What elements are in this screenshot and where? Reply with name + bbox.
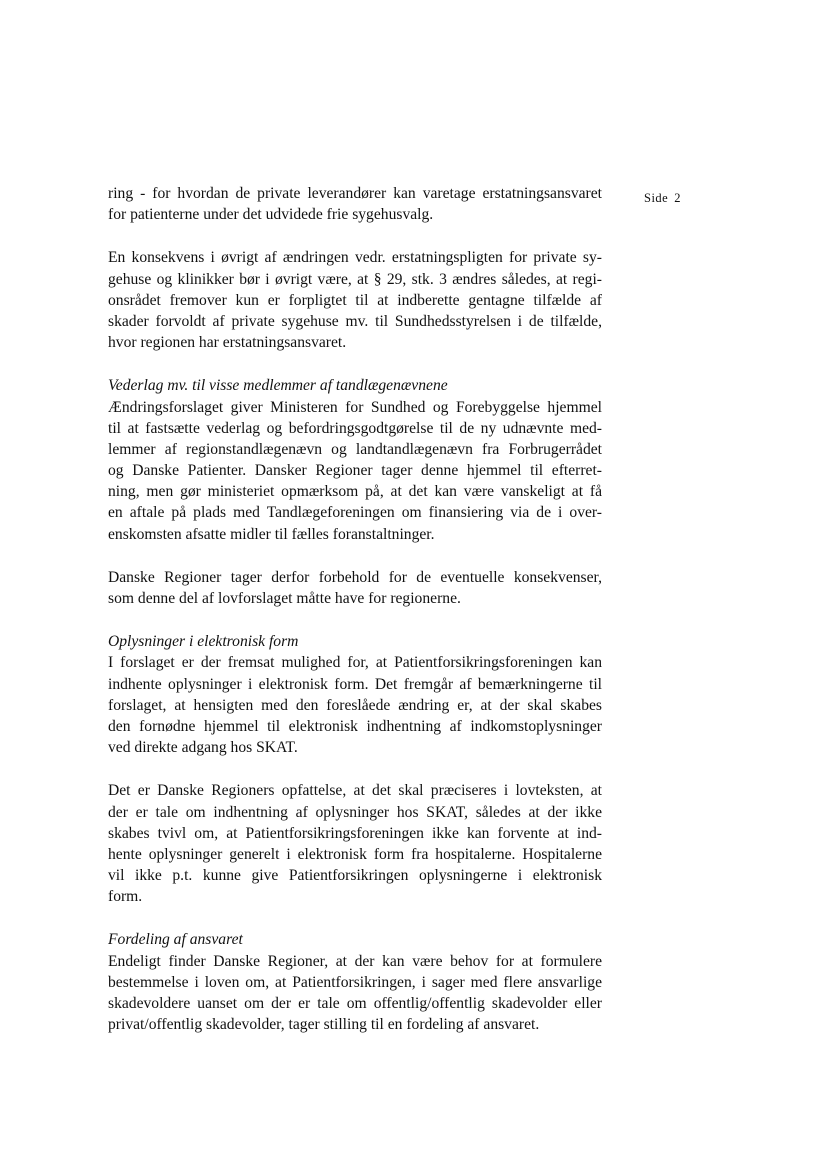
text-line: Ændringsforslaget giver Ministeren for Sundhed og Forebyggelse hjemmel bbox=[108, 398, 602, 416]
text-line: Det er Danske Regioners opfattelse, at det skal præciseres i lovteksten, at bbox=[108, 782, 602, 800]
text-line: privat/offentlig skadevolder, tager stilling til en fordeling af ansvaret. bbox=[108, 1016, 540, 1034]
text-line: ved direkte adgang hos SKAT. bbox=[108, 739, 298, 757]
text-line: vil ikke p.t. kunne give Patientforsikringen oplysningerne i elektronisk bbox=[108, 867, 602, 885]
text-line: enskomsten afsatte midler til fælles foranstaltninger. bbox=[108, 525, 435, 543]
text-line: der er tale om indhentning af oplysninger hos SKAT, således at der ikke bbox=[108, 803, 602, 821]
section-heading: Vederlag mv. til visse medlemmer af tandlægenævnene bbox=[108, 377, 448, 395]
text-line: den fornødne hjemmel til elektronisk indhentning af indkomstoplysninger bbox=[108, 717, 602, 735]
text-line: som denne del af lovforslaget måtte have for regionerne. bbox=[108, 590, 461, 607]
page-number-label: Side bbox=[644, 191, 669, 205]
text-line: form. bbox=[108, 888, 143, 906]
text-line: til at fastsætte vederlag og befordringsgodtgørelse til de ny udnævnte med- bbox=[108, 419, 602, 437]
section-oplysninger bbox=[108, 631, 602, 758]
section-vederlag bbox=[108, 375, 602, 545]
text-line: bestemmelse i loven om, at Patientforsikringen, i sager med flere ansvarlige bbox=[108, 973, 602, 991]
text-line: og Danske Patienter. Dansker Regioner tager denne hjemmel til efterret- bbox=[108, 462, 602, 480]
text-line: skadevoldere uanset om der er tale om offentlig/offentlig skadevolder eller bbox=[108, 995, 602, 1012]
page-number-value: 2 bbox=[674, 191, 681, 205]
letter-body bbox=[108, 183, 602, 1035]
text-line: En konsekvens i øvrigt af ændringen vedr. erstatningspligten for private sy- bbox=[108, 249, 602, 267]
text-line: for patienterne under det udvidede frie sygehusvalg. bbox=[108, 206, 434, 224]
text-line: skabes tvivl om, at Patientforsikringsforeningen ikke kan forvente at ind- bbox=[108, 824, 602, 842]
page-number bbox=[644, 191, 687, 206]
section-heading: Fordeling af ansvaret bbox=[108, 931, 243, 949]
text-line: hente oplysninger generelt i elektronisk form fra hospitalerne. Hospitalerne bbox=[108, 845, 602, 863]
text-line: onsrådet fremover kun er forpligtet til at indberette gentagne tilfælde af bbox=[108, 291, 602, 309]
text-line: forslaget, at hensigten med den foreslåede ændring er, at der skal skabes bbox=[108, 696, 602, 714]
text-line: ning, men gør ministeriet opmærksom på, at det kan være vanskeligt at få bbox=[108, 483, 602, 501]
text-line: Endeligt finder Danske Regioner, at der kan være behov for at formulere bbox=[108, 952, 602, 970]
text-line: en aftale på plads med Tandlægeforeningen om finansiering via de i over- bbox=[108, 504, 602, 522]
text-line: hvor regionen har erstatningsansvaret. bbox=[108, 334, 347, 352]
text-line: Danske Regioner tager derfor forbehold for de eventuelle konsekvenser, bbox=[108, 568, 602, 586]
text-line: gehuse og klinikker bør i øvrigt være, at § 29, stk. 3 ændres således, at regi- bbox=[108, 270, 602, 288]
section-heading: Oplysninger i elektronisk form bbox=[108, 633, 299, 651]
paragraph-opinion bbox=[108, 780, 602, 907]
text-line: I forslaget er der fremsat mulighed for, at Patientforsikringsforeningen kan bbox=[108, 654, 602, 672]
paragraph-consequence bbox=[108, 247, 602, 353]
section-fordeling bbox=[108, 929, 602, 1035]
text-line: ring - for hvordan de private leverandører kan varetage erstatningsansvaret bbox=[108, 185, 602, 202]
text-line: indhente oplysninger i elektronisk form. Det fremgår af bemærkningerne til bbox=[108, 675, 602, 693]
paragraph-reservation bbox=[108, 567, 602, 609]
text-line: skader forvoldt af private sygehuse mv. til Sundhedsstyrelsen i de tilfælde, bbox=[108, 312, 602, 330]
paragraph-continuation bbox=[108, 183, 602, 225]
text-line: lemmer af regionstandlægenævn og landtandlægenævn fra Forbrugerrådet bbox=[108, 440, 602, 458]
